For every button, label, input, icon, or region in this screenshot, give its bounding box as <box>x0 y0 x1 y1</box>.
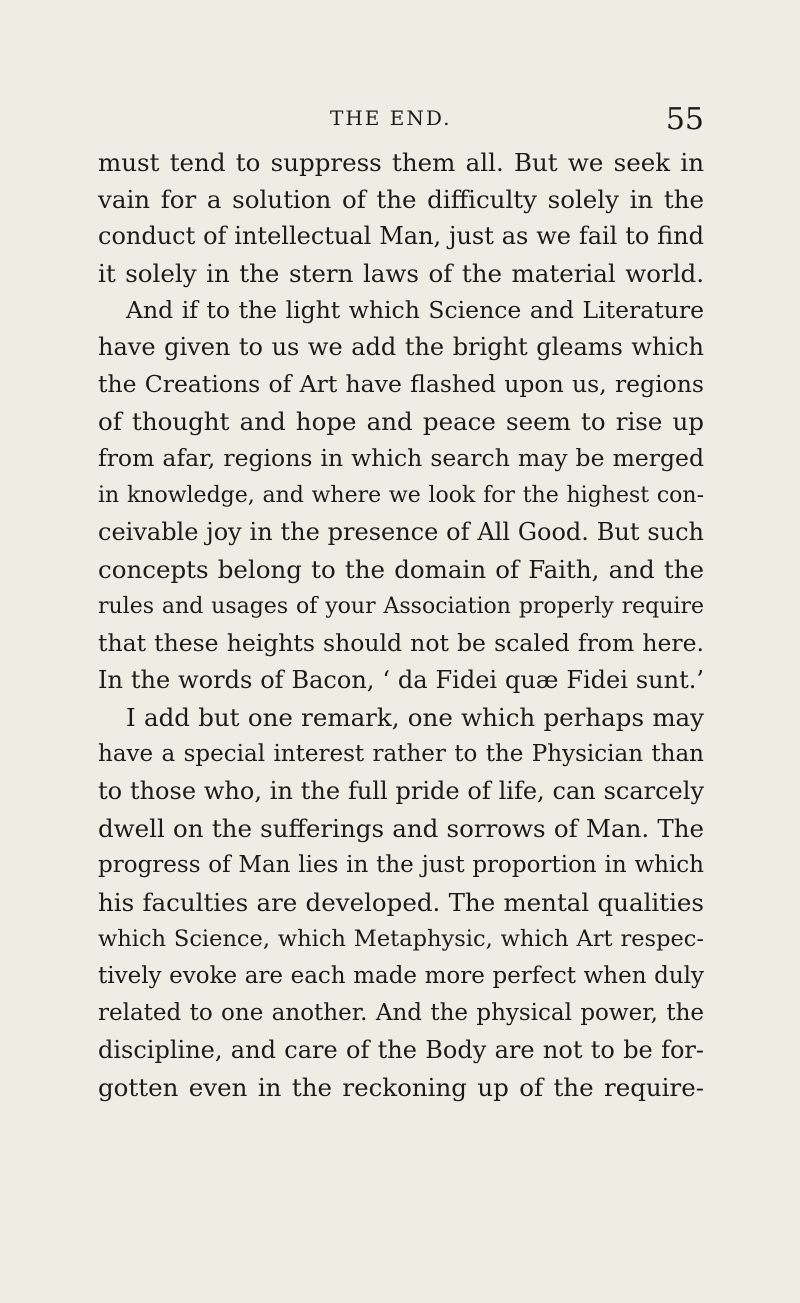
text-line: his faculties are developed. The mental qualities <box>98 888 704 917</box>
running-head-title: THE END. <box>330 106 452 130</box>
text-line: tively evoke are each made more perfect when duly <box>98 963 704 989</box>
text-line: conduct of intellectual Man, just as we fail to find <box>98 222 704 250</box>
text-line: vain for a solution of the difficulty solely in the <box>98 185 704 214</box>
text-line: from afar, regions in which search may be merged <box>98 444 704 472</box>
text-line: And if to the light which Science and Literature <box>126 296 704 324</box>
text-line: it solely in the stern laws of the material world. <box>98 259 704 288</box>
text-line: rules and usages of your Association properly require <box>98 594 704 619</box>
text-line: ceivable joy in the presence of All Good. But such <box>98 518 704 546</box>
text-line: in knowledge, and where we look for the highest con- <box>98 483 704 508</box>
text-line: that these heights should not be scaled from here. <box>98 629 704 657</box>
text-line: have given to us we add the bright gleams which <box>98 333 704 361</box>
text-line: the Creations of Art have flashed upon us, regions <box>98 370 704 398</box>
text-line: which Science, which Metaphysic, which Art respec- <box>98 926 704 952</box>
text-line: to those who, in the full pride of life, can scarcely <box>98 777 704 805</box>
text-line: gotten even in the reckoning up of the require- <box>98 1073 704 1102</box>
text-line: must tend to suppress them all. But we seek in <box>98 148 704 177</box>
text-line: related to one another. And the physical power, the <box>98 1000 704 1026</box>
text-line: dwell on the sufferings and sorrows of Man. The <box>98 814 704 843</box>
text-line: discipline, and care of the Body are not to be for- <box>98 1036 704 1064</box>
running-head <box>98 104 704 144</box>
text-line: have a special interest rather to the Physician than <box>98 741 704 767</box>
text-line: progress of Man lies in the just proportion in which <box>98 852 704 878</box>
text-line: I add but one remark, one which perhaps may <box>126 703 704 732</box>
text-line: of thought and hope and peace seem to rise up <box>98 407 704 436</box>
body-text <box>98 144 704 1106</box>
page-number: 55 <box>665 102 704 137</box>
text-line: concepts belong to the domain of Faith, and the <box>98 555 704 584</box>
text-line: In the words of Bacon, ‘ da Fidei quæ Fidei sunt.’ <box>98 666 704 694</box>
